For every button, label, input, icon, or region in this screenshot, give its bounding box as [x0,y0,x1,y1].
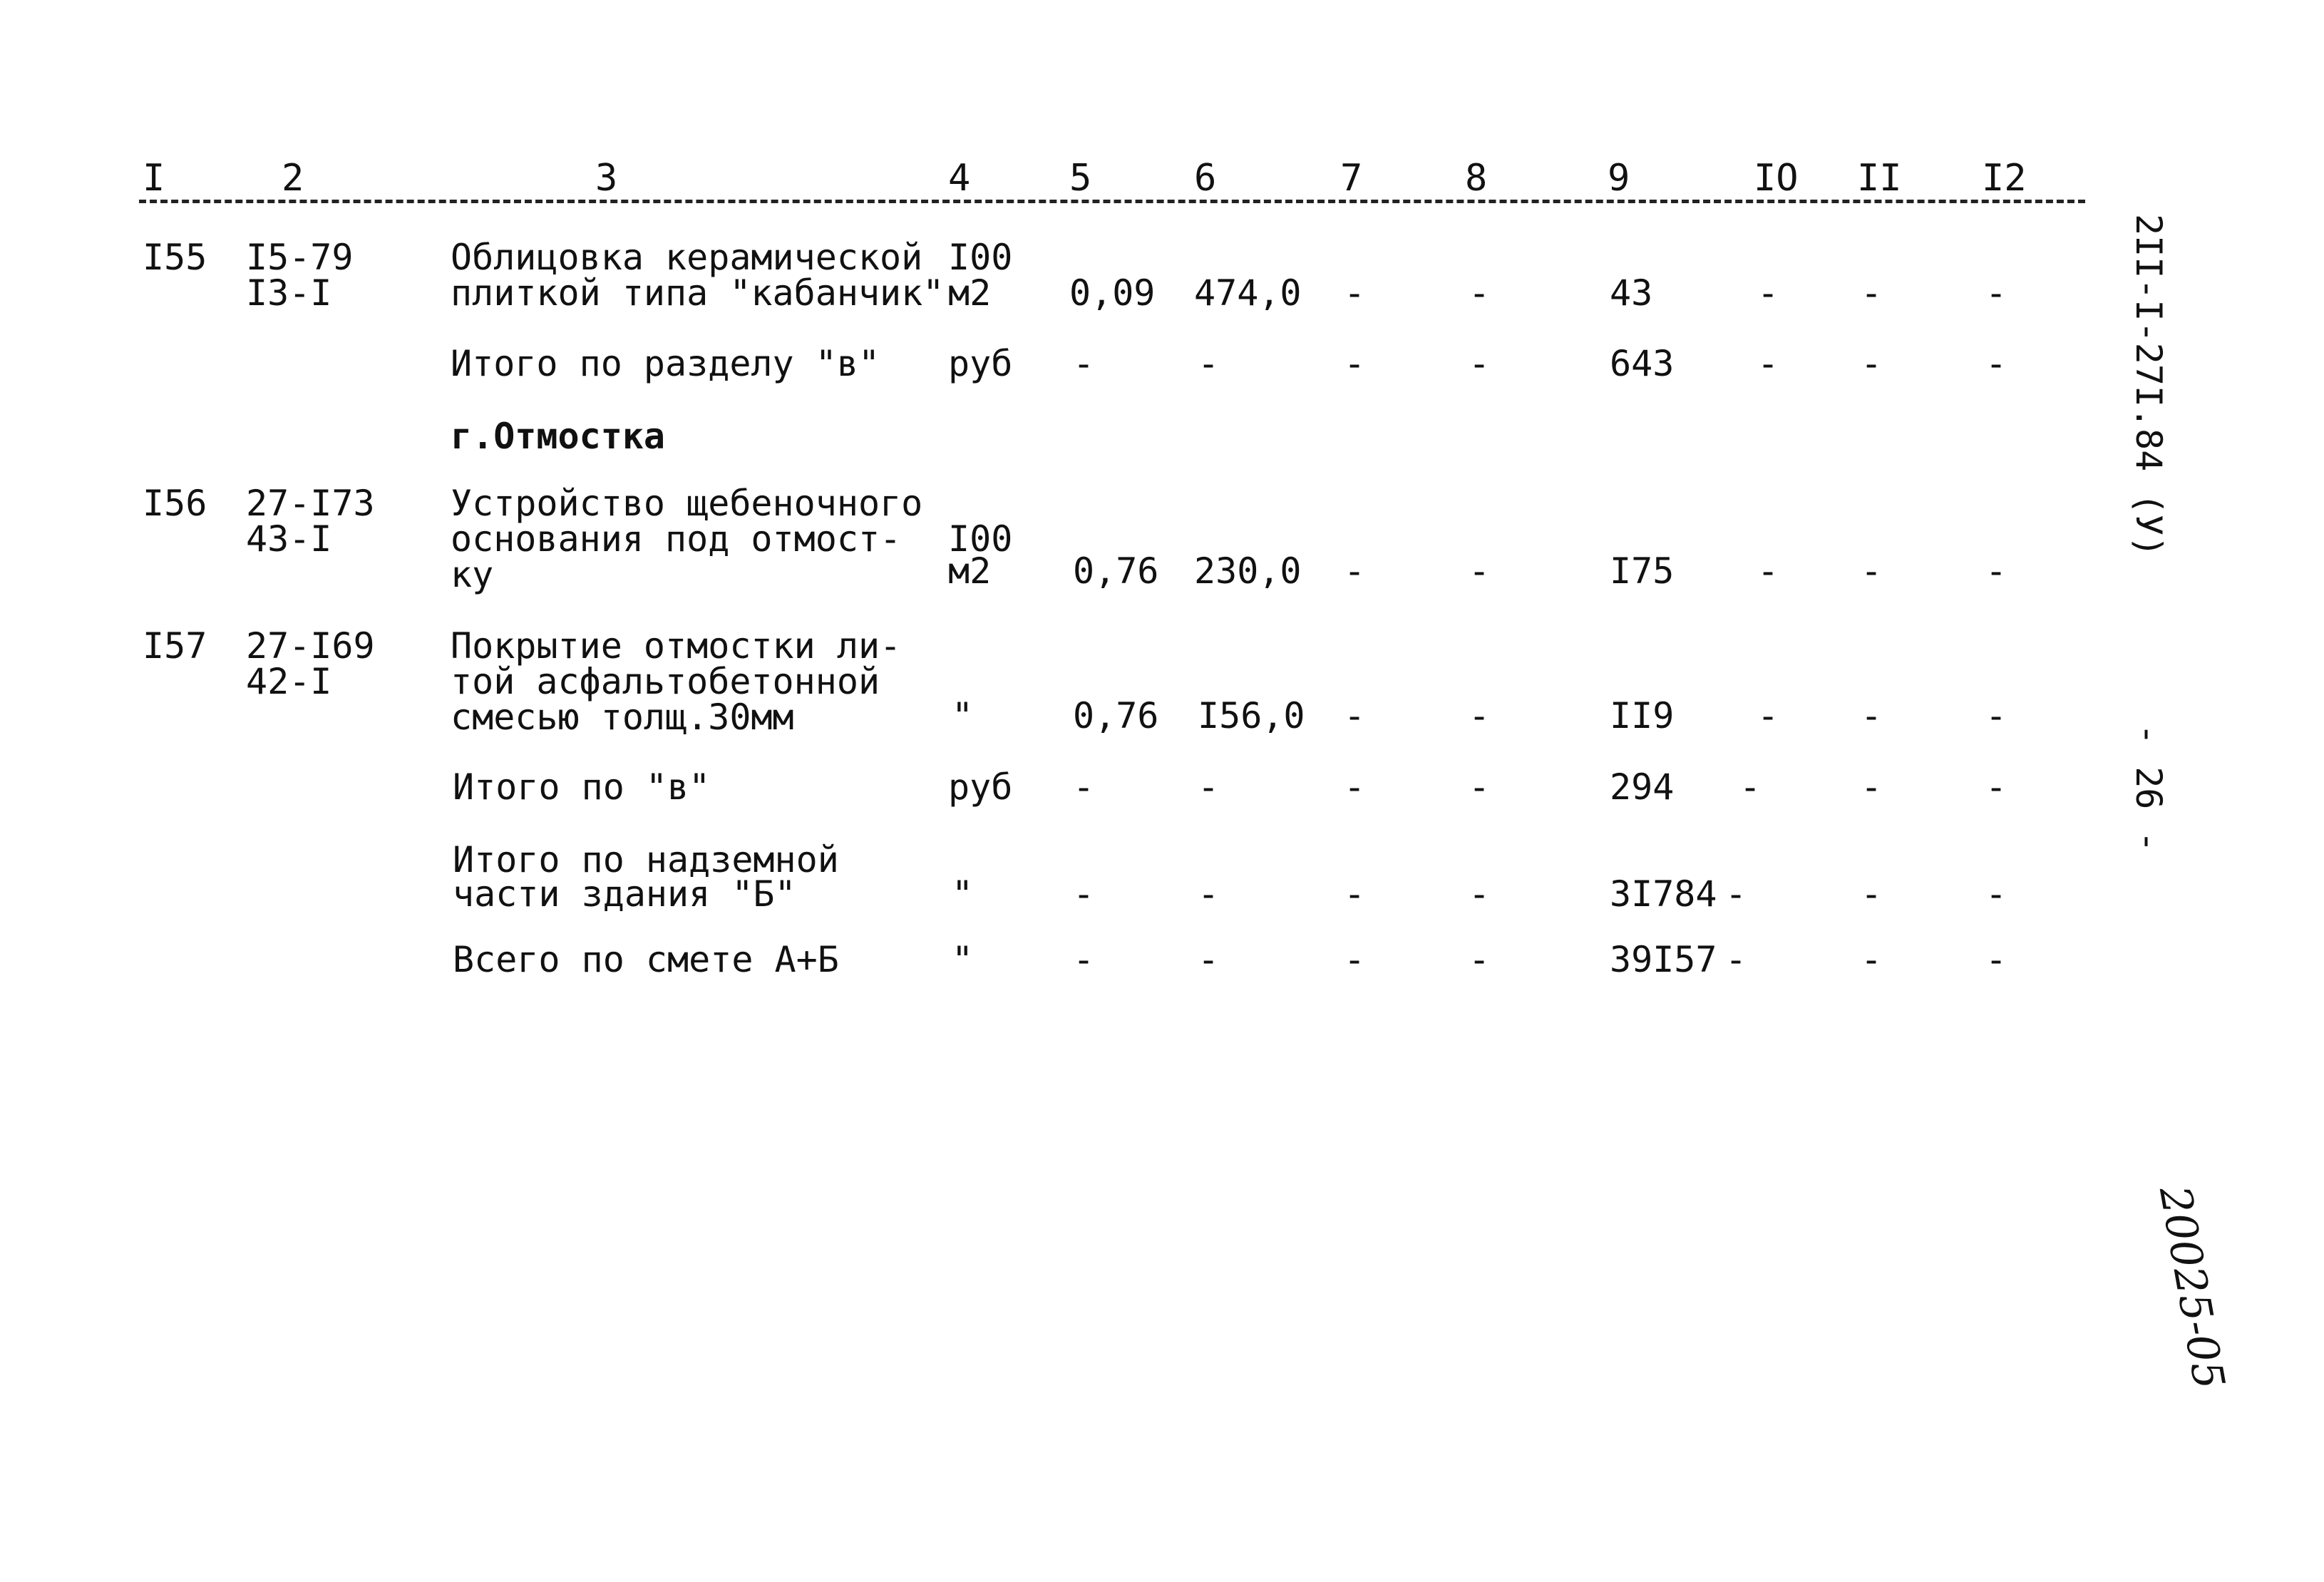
row-157-unit: " [952,695,974,736]
row-156-code-1: 27-I73 [246,483,375,524]
row-155-c10: - [1757,272,1779,314]
subtotal-b-desc-2: части здания "Б" [453,873,796,915]
header-col-7: 7 [1340,157,1363,200]
row-156-c8: - [1469,550,1491,592]
row-157-code-2: 42-I [246,661,332,702]
inventory-stamp: 20025-05 [2149,1182,2234,1393]
subtotal-b-c12: - [1985,873,2007,915]
row-157-c6: I56,0 [1198,695,1305,736]
row-156-desc-3: ку [451,554,494,595]
grand-total-c11: - [1861,939,1883,980]
grand-total-c7: - [1344,939,1366,980]
row-155-code-2: I3-I [246,272,332,314]
row-156-c10: - [1757,550,1779,592]
row-155-num: I55 [143,237,207,278]
row-155-c12: - [1985,272,2007,314]
subtotal-v-c8: - [1469,766,1491,808]
row-155-c7: - [1344,272,1366,314]
grand-total-desc: Всего по смете А+Б [453,939,839,980]
header-col-5: 5 [1069,157,1092,200]
subtotal-v-c5: - [1073,766,1095,808]
row-157-c7: - [1344,695,1366,736]
subtotal-b-c8: - [1469,873,1491,915]
row-156-c11: - [1861,550,1883,592]
header-col-2: 2 [282,157,304,200]
grand-total-c8: - [1469,939,1491,980]
subtotal-b-c6: - [1198,873,1220,915]
subtotal-b-c11: - [1861,873,1883,915]
subtotal-b-c5: - [1073,873,1095,915]
subtotal-v-c10: - [1739,766,1762,808]
subtotal-v-c12: - [1985,766,2007,808]
header-col-9: 9 [1608,157,1630,200]
grand-total-c5: - [1073,939,1095,980]
row-156-c9: I75 [1610,550,1675,592]
subtotal-section-desc: Итого по разделу "в" [451,343,880,384]
row-155-c5: 0,09 [1069,272,1156,314]
row-156-c7: - [1344,550,1366,592]
subtotal-b-unit: " [952,873,974,915]
header-col-11: II [1857,157,1902,200]
subtotal-b-c9: 3I784 [1610,873,1717,915]
grand-total-c6: - [1198,939,1220,980]
subtotal-section-c7: - [1344,343,1366,384]
section-heading: г.Отмостка [451,416,666,457]
subtotal-section-c5: - [1073,343,1095,384]
subtotal-b-desc-1: Итого по надземной [453,839,839,880]
header-col-8: 8 [1465,157,1488,200]
subtotal-section-c6: - [1198,343,1220,384]
row-155-code-1: I5-79 [246,237,354,278]
header-col-6: 6 [1194,157,1217,200]
row-157-desc-1: Покрытие отмостки ли- [451,625,902,667]
row-156-c5: 0,76 [1073,550,1159,592]
row-157-desc-2: той асфальтобетонной [451,661,880,702]
row-155-c8: - [1469,272,1491,314]
header-col-1: I [143,157,165,200]
row-157-c8: - [1469,695,1491,736]
row-156-code-2: 43-I [246,518,332,560]
row-157-c12: - [1985,695,2007,736]
row-155-c6: 474,0 [1194,272,1302,314]
row-155-unit-1: I00 [948,237,1013,278]
grand-total-c9: 39I57 [1610,939,1717,980]
subtotal-v-c6: - [1198,766,1220,808]
row-156-desc-2: основания под отмост- [451,518,902,560]
row-155-c11: - [1861,272,1883,314]
row-156-c12: - [1985,550,2007,592]
subtotal-v-c7: - [1344,766,1366,808]
row-157-c9: II9 [1610,695,1675,736]
header-rule [139,200,2085,203]
subtotal-section-unit: руб [948,343,1013,384]
page-number: - 26 - [2128,724,2169,853]
subtotal-section-c10: - [1757,343,1779,384]
subtotal-v-desc: Итого по "в" [453,766,711,808]
row-156-unit-1: I00 [948,518,1013,560]
row-157-c11: - [1861,695,1883,736]
subtotal-v-c9: 294 [1610,766,1675,808]
row-155-desc-1: Облицовка керамической [451,237,923,278]
subtotal-section-c12: - [1985,343,2007,384]
subtotal-section-c9: 643 [1610,343,1675,384]
header-col-3: 3 [595,157,618,200]
row-157-code-1: 27-I69 [246,625,375,667]
row-157-c10: - [1757,695,1779,736]
subtotal-b-c7: - [1344,873,1366,915]
subtotal-section-c8: - [1469,343,1491,384]
subtotal-section-c11: - [1861,343,1883,384]
grand-total-c12: - [1985,939,2007,980]
subtotal-v-unit: руб [948,766,1013,808]
row-155-c9: 43 [1610,272,1653,314]
row-156-num: I56 [143,483,207,524]
header-col-4: 4 [948,157,971,200]
row-157-num: I57 [143,625,207,667]
row-155-unit-2: м2 [948,272,992,314]
row-156-desc-1: Устройство щебеночного [451,483,923,524]
row-157-c5: 0,76 [1073,695,1159,736]
header-col-12: I2 [1982,157,2027,200]
row-156-unit-2: м2 [948,550,992,592]
document-code: 2II-I-27I.84 (У) [2128,214,2169,558]
subtotal-v-c11: - [1861,766,1883,808]
subtotal-b-c10: - [1725,873,1747,915]
row-157-desc-3: смесью толщ.30мм [451,697,794,738]
grand-total-unit: " [952,939,974,980]
row-155-desc-2: плиткой типа "кабанчик" [451,272,945,314]
header-col-10: IO [1754,157,1799,200]
grand-total-c10: - [1725,939,1747,980]
row-156-c6: 230,0 [1194,550,1302,592]
